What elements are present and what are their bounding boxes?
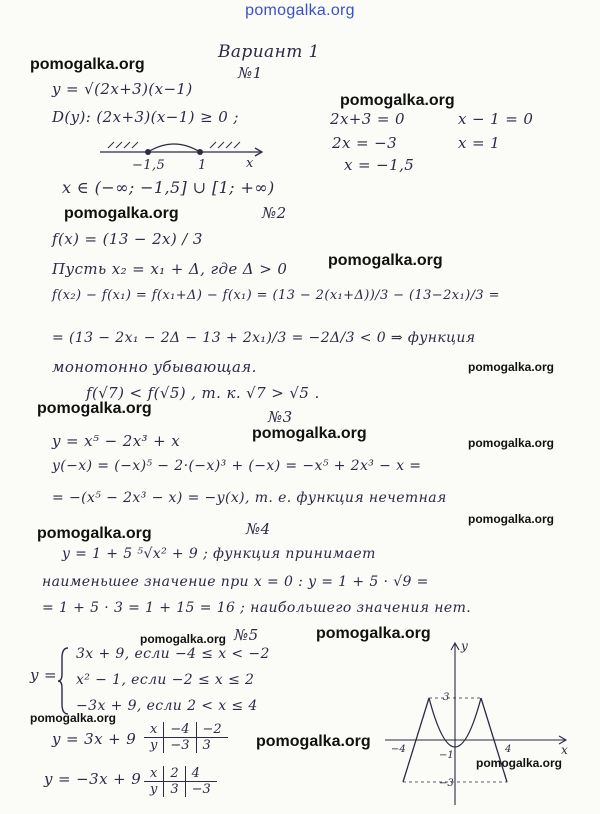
task1-number-line: [100, 138, 270, 166]
task2-function: f(x) = (13 − 2x) / 3: [52, 230, 203, 248]
task3-function: y = x⁵ − 2x³ + x: [52, 432, 181, 450]
task4-line1: y = 1 + 5 ⁵√x² + 9 ; функция принимает: [62, 546, 376, 562]
task5-table-a: [144, 722, 228, 753]
task4-line2: наименьшее значение при x = 0 : y = 1 + 5 · √9 =: [42, 574, 429, 590]
graph-ytick: −3: [439, 778, 454, 789]
table-cell: −3: [185, 782, 217, 798]
graph-xtick: 4: [505, 744, 512, 755]
table-cell: y: [150, 782, 158, 797]
task3-line2: = −(x⁵ − 2x³ − x) = −y(x), т. е. функция нечетная: [52, 490, 447, 506]
task3-line1: y(−x) = (−x)⁵ − 2·(−x)³ + (−x) = −x⁵ + 2x³ − x =: [52, 458, 422, 474]
watermark: pomogalka.org: [140, 632, 227, 646]
watermark: pomogalka.org: [328, 252, 443, 269]
task1-eq1: 2x+3 = 0: [330, 110, 405, 128]
watermark: pomogalka.org: [30, 56, 145, 73]
table-cell: −2: [196, 722, 228, 738]
task5-case-1: 3x + 9, если −4 ≤ x < −2: [76, 646, 270, 662]
table-cell: 2: [164, 766, 185, 782]
task5-table-b: [144, 766, 217, 797]
task5-graph: [385, 640, 585, 810]
task4-line3: = 1 + 5 · 3 = 1 + 15 = 16 ; наибольшего значения нет.: [42, 600, 472, 616]
watermark: pomogalka.org: [340, 92, 455, 109]
watermark: pomogalka.org: [476, 756, 563, 770]
table-cell: −3: [164, 738, 196, 754]
task1-domain: D(y): (2x+3)(x−1) ≥ 0 ;: [52, 108, 239, 126]
graph-x-label: x: [561, 743, 568, 757]
watermark: pomogalka.org: [252, 425, 367, 442]
task3-number: №3: [268, 408, 293, 426]
table-cell: 3: [196, 738, 228, 754]
table-cell: x: [144, 766, 164, 782]
watermark: pomogalka.org: [316, 625, 431, 642]
graph-xtick: −4: [391, 744, 406, 755]
site-header: pomogalka.org: [245, 2, 355, 19]
task1-number: №1: [238, 64, 263, 82]
task1-axis-label: x: [246, 156, 254, 171]
task4-number: №4: [246, 520, 271, 538]
watermark: pomogalka.org: [64, 205, 179, 222]
watermark: pomogalka.org: [37, 400, 152, 417]
table-cell: −4: [164, 722, 196, 738]
task2-line1: Пусть x₂ = x₁ + Δ, где Δ > 0: [52, 260, 288, 278]
variant-heading: Вариант 1: [218, 42, 320, 62]
task2-line3: = (13 − 2x₁ − 2Δ − 13 + 2x₁)/3 = −2Δ/3 < 0 ⇒ функция: [52, 330, 476, 346]
graph-ytick: 3: [443, 692, 450, 703]
task2-line4: монотонно убывающая.: [52, 358, 257, 376]
watermark: pomogalka.org: [468, 512, 555, 526]
task5-line-b: y = −3x + 9: [44, 770, 142, 788]
task5-line-a: y = 3x + 9: [52, 730, 137, 748]
task5-case-2: x² − 1, если −2 ≤ x ≤ 2: [76, 672, 255, 688]
watermark: pomogalka.org: [30, 711, 117, 725]
task5-brace: [58, 646, 70, 716]
graph-y-label: y: [461, 639, 468, 653]
watermark: pomogalka.org: [256, 733, 371, 750]
watermark: pomogalka.org: [37, 525, 152, 542]
task1-eq4: x − 1 = 0: [458, 110, 534, 128]
task5-y-label: y =: [30, 666, 58, 684]
table-cell: 4: [185, 766, 217, 782]
task2-line2: f(x₂) − f(x₁) = f(x₁+Δ) − f(x₁) = (13 − 2(x₁+Δ))/3 − (13−2x₁)/3 =: [52, 288, 500, 303]
task1-axis-point-b: 1: [198, 158, 207, 173]
task1-function: y = √(2x+3)(x−1): [52, 80, 193, 98]
table-cell: x: [144, 722, 164, 738]
task2-number: №2: [262, 204, 287, 222]
task1-answer: x ∈ (−∞; −1,5] ∪ [1; +∞): [62, 178, 275, 197]
task2-line5: f(√7) < f(√5) , т. к. √7 > √5 .: [86, 384, 320, 402]
task1-axis-point-a: −1,5: [132, 158, 166, 173]
task5-number: №5: [234, 626, 259, 644]
graph-ytick: −1: [439, 750, 454, 761]
watermark: pomogalka.org: [468, 360, 555, 374]
task1-eq2: 2x = −3: [332, 134, 398, 152]
watermark: pomogalka.org: [468, 436, 555, 450]
task5-case-3: −3x + 9, если 2 < x ≤ 4: [76, 698, 258, 714]
task1-eq5: x = 1: [458, 134, 501, 152]
table-cell: y: [150, 738, 158, 753]
task1-eq3: x = −1,5: [344, 156, 415, 174]
table-cell: 3: [164, 782, 185, 798]
